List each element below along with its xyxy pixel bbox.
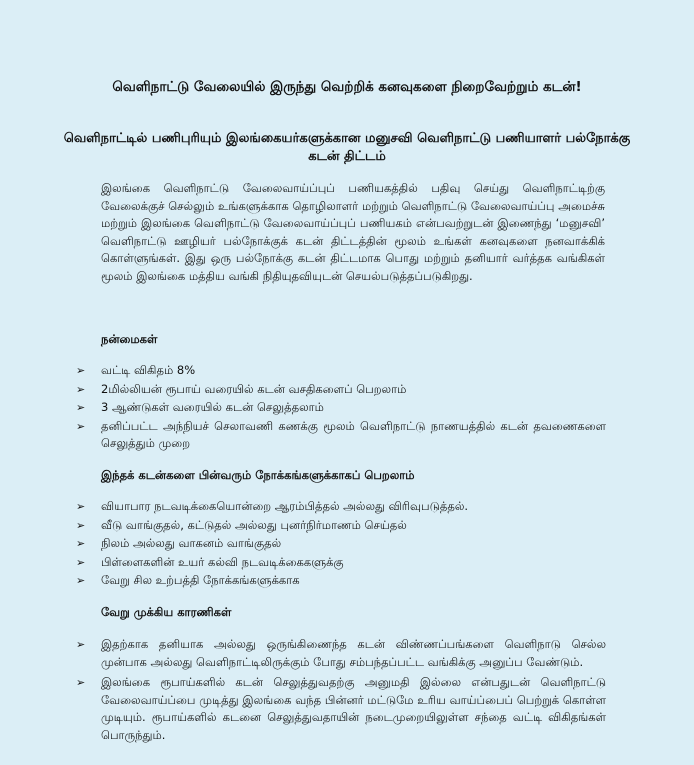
intro-paragraph: இலங்கை வெளிநாட்டு வேலைவாய்ப்புப் பணியகத்தில் பதிவு செய்து வெளிநாட்டிற்கு வேலைக்குச் செல்லும் உங்களுக்காக தொழிலாளர் மற்றும் வெளிநாட்டு வேலைவாய்ப்பு அமைச்சு மற்றும் இலங்கை வெளிநாட்டு வேலைவாய்ப்புப் பணியகம் என்பவற்றுடன் இணைந்து ‘மனுசவி’ வெளிநாட்டு ஊழியர் பல்நோக்குக் கடன் திட்டத்தின் மூலம் உங்கள் கனவுகளை நனவாக்கிக் கொள்ளுங்கள். இது ஒரு பல்நோக்கு கடன் திட்டமாக பொது மற்றும் தனியார் வர்த்தக வங்கிகள் மூலம் இலங்கை மத்திய வங்கி நிதியுதவியுடன் செயல்படுத்தப்படுகிறது. [101,181,605,283]
list-item-text: இலங்கை ரூபாய்களில் கடன் செலுத்துவதற்கு அனுமதி இல்லை என்பதுடன் வெளிநாட்டு வேலைவாய்ப்பை முடித்து இலங்கை வந்த பின்னர் மட்டுமே உரிய வாய்ப்பைப் பெற்றுக் கொள்ள முடியும். ரூபாய்களில் கடனை செலுத்துவதாயின் நடைமுறையிலுள்ள சந்தை வட்டி விகிதங்கள் பொருந்தும். [101,675,606,742]
list-item-text: வட்டி விகிதம் 8% [101,363,196,377]
list-item [76,399,606,417]
document-subtitle: வெளிநாட்டில் பணிபுரியும் இலங்கையர்களுக்கான மனுசவி வெளிநாட்டு பணியாளர் பல்நோக்கு கடன் திட்டம் [63,131,631,164]
list-item [76,572,606,590]
list-item [76,554,606,572]
list-item [76,517,606,535]
list-item [76,498,606,516]
list-item-text: தனிப்பட்ட அந்நியச் செலாவணி கணக்கு மூலம் வெளிநாட்டு நாணயத்தில் கடன் தவணைகளை செலுத்தும் முறை [101,418,606,450]
arrow-bullet-icon: ➢ [76,638,86,651]
list-item [76,535,606,553]
arrow-bullet-icon: ➢ [76,419,86,433]
document-title: வெளிநாட்டு வேலையில் இருந்து வெற்றிக் கனவுகளை நிறைவேற்றும் கடன்! [112,79,582,95]
list-item-text: 3 ஆண்டுகள் வரையில் கடன் செலுத்தலாம் [101,400,324,414]
arrow-bullet-icon: ➢ [76,676,86,689]
list-item [76,418,606,453]
list-item [76,636,606,671]
list-item-text: வேறு சில உற்பத்தி நோக்கங்களுக்காக [101,573,300,587]
arrow-bullet-icon: ➢ [76,500,86,513]
list-item-text: வீடு வாங்குதல், கட்டுதல் அல்லது புனர்நிர்மாணம் செய்தல் [101,517,407,532]
purposes-heading: இந்தக் கடன்களை பின்வரும் நோக்கங்களுக்காகப் பெறலாம் [101,468,415,482]
list-item-text: 2மில்லியன் ரூபாய் வரையில் கடன் வசதிகளைப் பெறலாம் [101,381,407,396]
list-item-text: பிள்ளைகளின் உயர் கல்வி நடவடிக்கைகளுக்கு [101,554,344,569]
benefits-heading: நன்மைகள் [101,332,158,346]
arrow-bullet-icon: ➢ [76,555,86,569]
list-item-text: நிலம் அல்லது வாகனம் வாங்குதல் [101,536,282,550]
factors-heading: வேறு முக்கிய காரணிகள் [101,605,232,619]
list-item-text: இதற்காக தனியாக அல்லது ஒருங்கிணைந்த கடன் விண்ணப்பங்களை வெளிநாடு செல்ல முன்பாக அல்லது வெளிநாட்டிலிருக்கும் போது சம்பந்தப்பட்ட வங்கிக்கு அனுப்ப வேண்டும். [101,637,606,669]
arrow-bullet-icon: ➢ [76,382,86,396]
arrow-bullet-icon: ➢ [76,364,86,377]
list-item [76,362,606,380]
factors-list [76,636,606,744]
arrow-bullet-icon: ➢ [76,518,86,532]
arrow-bullet-icon: ➢ [76,574,86,587]
arrow-bullet-icon: ➢ [76,401,86,414]
list-item [76,381,606,399]
benefits-list [76,362,606,453]
list-item [76,674,606,744]
list-item-text: வியாபார நடவடிக்கையொன்றை ஆரம்பித்தல் அல்லது விரிவுபடுத்தல். [101,499,469,513]
purposes-list [76,498,606,590]
arrow-bullet-icon: ➢ [76,537,86,550]
